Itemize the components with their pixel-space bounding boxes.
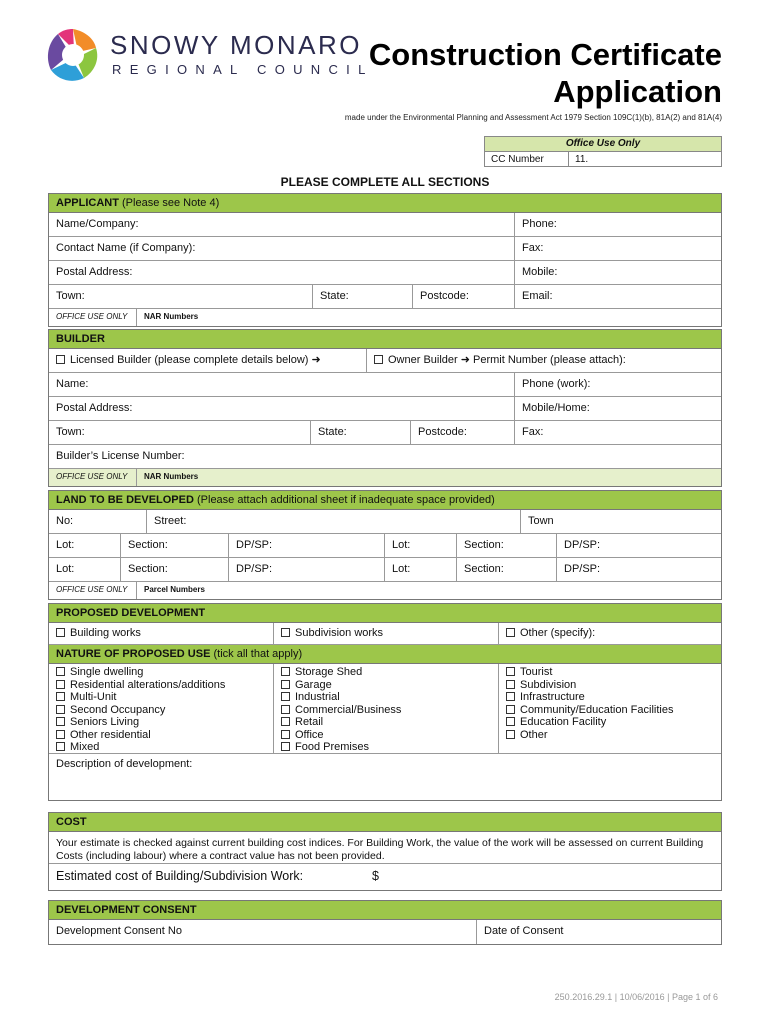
nature-option[interactable]: Food Premises [281,741,498,753]
nar-numbers-label: NAR Numbers [144,472,199,481]
cost-header: COST [49,813,721,832]
page-footer: 250.2016.29.1 | 10/06/2016 | Page 1 of 6 [554,992,718,1002]
applicant-section [48,193,722,327]
nature-column-2 [274,664,499,753]
legislation-note: made under the Environmental Planning and Assessment Act 1979 Section 109C(1)(b), 81A(2) and 81A(4) [344,113,722,122]
nature-option[interactable]: Industrial [281,691,498,704]
builder-header: BUILDER [49,330,721,349]
section-field-1[interactable]: Section: [121,534,229,557]
development-consent-section [48,900,722,945]
nar-numbers-label: NAR Numbers [144,312,199,321]
parcel-numbers-label: Parcel Numbers [144,585,205,594]
nature-option[interactable]: Commercial/Business [281,704,498,717]
council-logo-mark-icon [44,26,102,84]
office-use-label: OFFICE USE ONLY [49,469,137,486]
subdivision-works-option[interactable]: Subdivision works [274,623,499,644]
applicant-state-field[interactable]: State: [313,285,413,308]
estimated-cost-field[interactable]: $ [372,869,379,883]
nature-option[interactable]: Retail [281,716,498,729]
licensed-builder-checkbox[interactable] [56,355,65,364]
land-section [48,490,722,600]
nature-option[interactable]: Single dwelling [56,666,273,679]
building-works-checkbox[interactable] [56,628,65,637]
builder-postcode-field[interactable]: Postcode: [411,421,515,444]
cc-number-row [485,151,721,167]
date-of-consent-field[interactable]: Date of Consent [484,925,564,937]
nature-option[interactable]: Multi-Unit [56,691,273,704]
title-line-1: Construction Certificate [368,37,722,72]
cc-number-label: CC Number [485,152,569,167]
office-use-label: OFFICE USE ONLY [49,582,137,599]
section-field-4[interactable]: Section: [457,558,557,581]
nature-option[interactable]: Subdivision [506,679,721,692]
dpsp-field-2[interactable]: DP/SP: [564,539,601,551]
lot-field-2[interactable]: Lot: [385,534,457,557]
nature-option[interactable]: Residential alterations/additions [56,679,273,692]
nature-column-1 [49,664,274,753]
other-specify-checkbox[interactable] [506,628,515,637]
nature-option[interactable]: Community/Education Facilities [506,704,721,717]
subdivision-works-checkbox[interactable] [281,628,290,637]
cost-section [48,812,722,891]
nature-of-use-header: NATURE OF PROPOSED USE (tick all that apply) [49,645,721,664]
nature-option[interactable]: Storage Shed [281,666,498,679]
development-consent-header: DEVELOPMENT CONSENT [49,901,721,920]
cost-explanation: Your estimate is checked against current building cost indices. For Building Work, the value of the work will be assessed on current Building Costs (including labour) where a contract value has not been provided. [56,837,704,862]
nature-option[interactable]: Infrastructure [506,691,721,704]
building-works-option[interactable]: Building works [49,623,274,644]
cc-number-field[interactable]: 11. [575,154,589,165]
description-field[interactable]: Description of development: [56,758,193,770]
nature-option[interactable]: Seniors Living [56,716,273,729]
council-name: SNOWY MONARO [110,30,362,60]
title-line-2: Application [553,74,722,109]
page-title [369,36,722,110]
applicant-header: APPLICANT (Please see Note 4) [49,194,721,213]
office-use-label: OFFICE USE ONLY [49,309,137,326]
builder-postal-field[interactable]: Postal Address: [49,397,515,420]
section-field-2[interactable]: Section: [457,534,557,557]
nature-option[interactable]: Garage [281,679,498,692]
lot-field-3[interactable]: Lot: [49,558,121,581]
nature-option[interactable]: Other residential [56,729,273,742]
applicant-contact-field[interactable]: Contact Name (if Company): [49,237,515,260]
other-specify-option[interactable]: Other (specify): [499,623,721,644]
land-header: LAND TO BE DEVELOPED (Please attach additional sheet if inadequate space provided) [49,491,721,510]
nature-option[interactable]: Tourist [506,666,721,679]
builder-state-field[interactable]: State: [311,421,411,444]
applicant-name-field[interactable]: Name/Company: [49,213,515,236]
nature-option[interactable]: Second Occupancy [56,704,273,717]
proposed-development-section [48,603,722,801]
office-use-header: Office Use Only [485,137,721,151]
builder-town-field[interactable]: Town: [49,421,311,444]
dpsp-field-4[interactable]: DP/SP: [564,563,601,575]
builder-section [48,329,722,487]
owner-builder-option[interactable]: Owner Builder ➜ Permit Number (please attach): [367,349,721,372]
nature-option[interactable]: Office [281,729,498,742]
applicant-phone-field[interactable]: Phone: [522,218,557,230]
builder-phone-field[interactable]: Phone (work): [522,378,591,390]
lot-field-1[interactable]: Lot: [49,534,121,557]
owner-builder-checkbox[interactable] [374,355,383,364]
builder-office-use-row [49,469,721,486]
applicant-fax-field[interactable]: Fax: [522,242,544,254]
nature-option[interactable]: Education Facility [506,716,721,729]
builder-mobile-field[interactable]: Mobile/Home: [522,402,590,414]
land-street-field[interactable]: Street: [147,510,521,533]
builder-name-field[interactable]: Name: [49,373,515,396]
land-office-use-row [49,582,721,599]
builder-fax-field[interactable]: Fax: [522,426,544,438]
proposed-development-header: PROPOSED DEVELOPMENT [49,604,721,623]
dpsp-field-1[interactable]: DP/SP: [229,534,385,557]
applicant-mobile-field[interactable]: Mobile: [522,266,558,278]
applicant-office-use-row [49,309,721,326]
applicant-town-field[interactable]: Town: [49,285,313,308]
estimated-cost-label: Estimated cost of Building/Subdivision Work: [56,869,304,883]
council-subname: REGIONAL COUNCIL [112,62,374,77]
lot-field-4[interactable]: Lot: [385,558,457,581]
licensed-builder-option[interactable]: Licensed Builder (please complete details below) ➜ [49,349,367,372]
nature-column-3 [499,664,721,753]
applicant-postal-field[interactable]: Postal Address: [49,261,515,284]
applicant-email-field[interactable]: Email: [522,290,553,302]
office-use-box [484,136,722,167]
development-consent-no-field[interactable]: Development Consent No [49,920,477,944]
section-field-3[interactable]: Section: [121,558,229,581]
nature-option[interactable]: Other [506,729,721,742]
council-logo [44,26,374,92]
dpsp-field-3[interactable]: DP/SP: [229,558,385,581]
applicant-postcode-field[interactable]: Postcode: [413,285,515,308]
land-no-field[interactable]: No: [49,510,147,533]
nature-option[interactable]: Mixed [56,741,273,753]
land-town-field[interactable]: Town [528,515,554,527]
builder-license-field[interactable]: Builder’s License Number: [56,450,185,462]
complete-all-heading: PLEASE COMPLETE ALL SECTIONS [280,175,490,189]
